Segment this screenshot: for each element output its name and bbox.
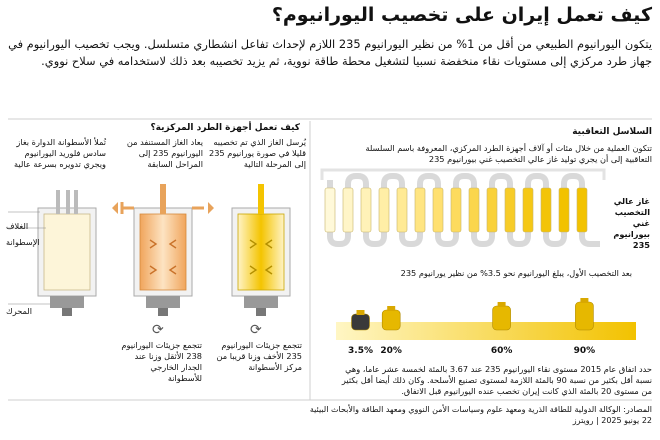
cascade-summary: حدد اتفاق عام 2015 مستوى نقاء اليورانيوم 235 عند 3.67 بالمئة لخمسة عشر عاما، وهي نسبة أقل بكثير من نسبة 90 بالمئة اللازمة لمستوى تصنيع الأسلحة. وكان ذلك أيضا أقل بكثير من مستوى 20 بالمئة الذي كانت إيران تخصب عنده اليورانيوم قبل الاتفاق. — [341, 364, 652, 396]
stage2-bottom-text: تتجمع جزيئات اليورانيوم 238 الأثقل وزنا عند الجدار الخارجي للأسطوانة — [121, 340, 202, 383]
canister-3 — [493, 302, 511, 330]
canister-2 — [382, 306, 400, 330]
cascade-diagram — [320, 166, 620, 252]
cascade-description: تتكون العملية من خلال مئات أو آلاف أجهزة الطرد المركزي، المعروفة باسم السلسلة التعاقبية إلى أن يجري توليد غاز عالي التخصيب غني بيورانيوم 235 — [365, 143, 652, 164]
footer — [12, 404, 652, 426]
enrichment-level-label: 20% — [380, 346, 402, 356]
centrifuge-stage2 — [112, 184, 214, 316]
enrichment-level-label: 3.5% — [348, 346, 373, 356]
first-stage-note: بعد التخصيب الأول، يبلغ اليورانيوم نحو 3.5% من نظير يورانيوم 235 — [400, 268, 632, 278]
footer-date: 22 يونيو 2025 | رويترز — [572, 416, 652, 425]
footer-source: المصادر: الوكالة الدولية للطاقة الذرية ومعهد علوم وسياسات الأمن النووي ومعهد الطاقة والأبحاث البيئية — [309, 405, 652, 414]
enrichment-scale — [330, 278, 650, 344]
centrifuge-title: كيف تعمل أجهزة الطرد المركزية؟ — [150, 123, 300, 133]
enriched-gas-label: غاز عالي التخصيب غني بيورانيوم 235 — [613, 196, 650, 250]
page-title: كيف تعمل إيران على تخصيب اليورانيوم؟ — [271, 4, 652, 26]
stage3-top-text: يُرسل الغاز الذي تم تخصيبه قليلا في صورة يورانيوم 235 إلى المرحلة التالية — [209, 137, 306, 169]
stage2-top-text: يعاد الغاز المستنفد من اليورانيوم 235 إلى المراحل السابقة — [126, 137, 203, 169]
stage1-part-label: الغلاف — [6, 221, 29, 231]
enrichment-level-label: 60% — [490, 346, 513, 356]
centrifuge-stage3 — [232, 184, 290, 316]
centrifuge-diagrams — [0, 180, 310, 330]
rotation-icon-stage2: ⟳ — [152, 322, 164, 338]
stage1-top-text: تُملأ الأسطوانة الدوارة بغاز سادس فلوريد اليورانيوم ويجري تدويره بسرعة عالية — [14, 137, 106, 169]
enrichment-level-label: 90% — [573, 346, 596, 356]
stage3-bottom-text: تتجمع جزيئات اليورانيوم 235 الأخف وزنا قريبا من مركز الأسطوانة — [216, 340, 302, 372]
centrifuge-stage1 — [38, 190, 96, 316]
canister-4 — [575, 298, 593, 330]
cascade-title: السلاسل التعاقبية — [572, 127, 652, 137]
canister-1 — [352, 310, 370, 330]
stage1-part-label: الإسطوانة — [6, 237, 40, 247]
cascade-centrifuges — [325, 188, 587, 232]
intro-text: يتكون اليورانيوم الطبيعي من أقل من 1% من نظير اليورانيوم 235 اللازم لإحداث تفاعل انشطاري متسلسل. ويجب تخصيب اليورانيوم في جهاز طرد مركزي إلى مستويات نقاء منخفضة نسبيا لتشغيل محطة طاقة نووية، ثم يزيد تخصيبه بعد ذلك لاستخدامه في سلاح نووي. — [8, 37, 652, 68]
stage1-part-label: المحرك — [6, 306, 33, 316]
rotation-icon-stage3: ⟳ — [250, 322, 262, 338]
